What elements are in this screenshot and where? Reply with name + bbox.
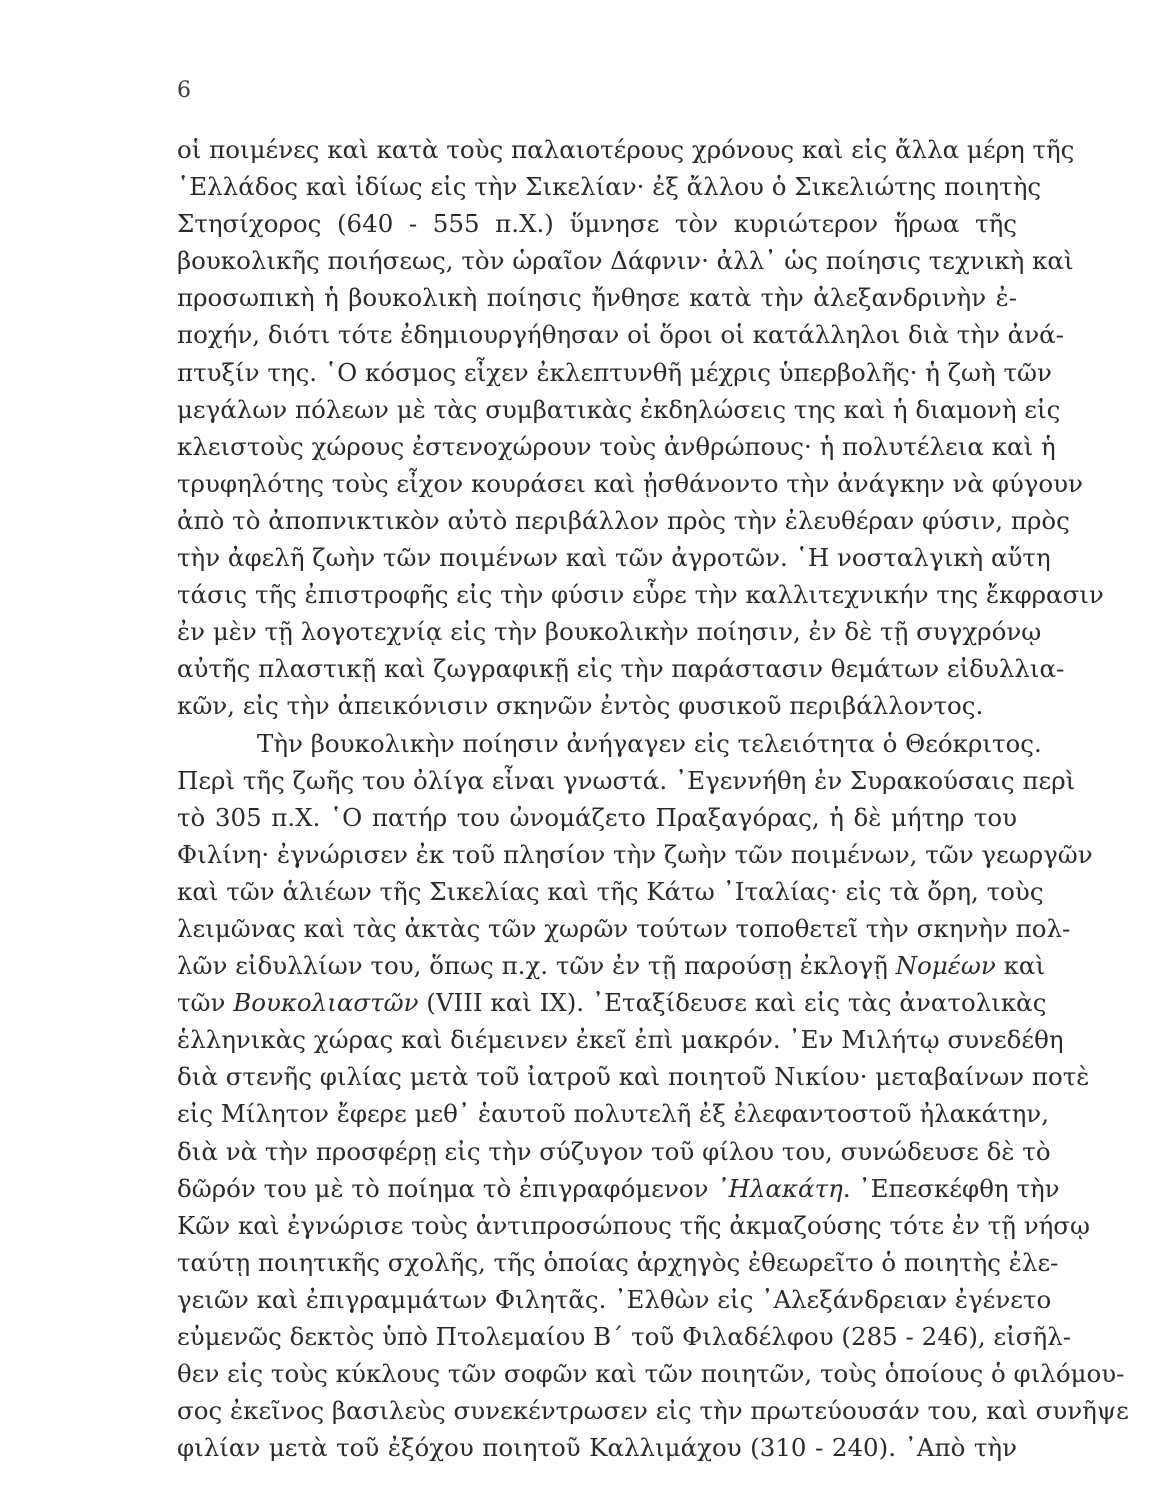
text-segment: τῶν [177, 988, 234, 1018]
text-segment: δῶρόν του μὲ τὸ ποίημα τὸ ἐπιγραφόμενον [177, 1173, 717, 1203]
text-line [177, 279, 1017, 316]
text-segment: αὐτῆς πλαστικῇ καὶ ζωγραφικῇ εἰς τὴν παράστασιν θεμάτων εἰδυλλια- [177, 654, 1065, 684]
text-line [177, 1244, 1059, 1281]
text-segment: τὸ 305 π.Χ. ῾Ο πατήρ του ὠνομάζετο Πραξαγόρας, ἡ δὲ μήτηρ του [177, 802, 1017, 832]
italic-title: Νομέων [895, 951, 996, 981]
text-line [177, 725, 1042, 762]
text-segment: καὶ τῶν ἁλιέων τῆς Σικελίας καὶ τῆς Κάτω ᾽Ιταλίας· εἰς τὰ ὄρη, τοὺς [177, 876, 1044, 906]
text-line [177, 205, 1017, 242]
text-segment: γειῶν καὶ ἐπιγραμμάτων Φιλητᾶς. ᾽Ελθὼν εἰς ᾽Αλεξάνδρειαν ἐγένετο [177, 1284, 1052, 1314]
text-line [177, 465, 1083, 502]
text-line [177, 650, 1065, 687]
text-line [177, 242, 1074, 279]
text-segment: οἱ ποιμένες καὶ κατὰ τοὺς παλαιοτέρους χρόνους καὶ εἰς ἄλλα μέρη τῆς [177, 135, 1075, 164]
text-line [177, 984, 1047, 1021]
text-line [177, 1207, 1090, 1244]
text-line [177, 1392, 1129, 1429]
text-segment: Φιλίνη· ἐγνώρισεν ἐκ τοῦ πλησίον τὴν ζωὴν τῶν ποιμένων, τῶν γεωργῶν [177, 839, 1093, 869]
text-segment: Τὴν βουκολικὴν ποίησιν ἀνήγαγεν εἰς τελειότητα ὁ Θεόκριτος. [257, 728, 1042, 758]
text-segment: . ᾽Επεσκέφθη τὴν [842, 1173, 1060, 1203]
text-segment: λειμῶνας καὶ τὰς ἀκτὰς τῶν χωρῶν τούτων τοποθετεῖ τὴν σκηνὴν πολ- [177, 913, 1071, 943]
text-line [177, 762, 1076, 799]
text-segment: Στησίχορος (640 - 555 π.Χ.) ὕμνησε τὸν κυριώτερον ἥρωα τῆς [177, 209, 1017, 239]
text-segment: ἀπὸ τὸ ἀποπνικτικὸν αὐτὸ περιβάλλον πρὸς τὴν ἐλευθέραν φύσιν, πρὸς [177, 505, 1070, 535]
text-line [177, 1021, 1064, 1058]
text-line [177, 1095, 1049, 1132]
text-segment: κλειστοὺς χώρους ἐστενοχώρουν τοὺς ἀνθρώπους· ἡ πολυτέλεια καὶ ἡ [177, 431, 1056, 461]
text-line [177, 687, 1017, 724]
text-segment: ἑλληνικὰς χώρας καὶ διέμεινεν ἐκεῖ ἐπὶ μακρόν. ᾽Εν Μιλήτῳ συνεδέθη [177, 1025, 1064, 1055]
text-line [177, 168, 1042, 205]
body-text [177, 131, 1129, 1466]
text-segment: προσωπικὴ ἡ βουκολικὴ ποίησις ἤνθησε κατὰ τὴν ἀλεξανδρινὴν ἐ- [177, 283, 1017, 313]
text-line [177, 1133, 1051, 1170]
text-segment: διὰ στενῆς φιλίας μετὰ τοῦ ἰατροῦ καὶ ποιητοῦ Νικίου· μεταβαίνων ποτὲ [177, 1062, 1090, 1092]
text-segment: καὶ [995, 951, 1046, 981]
text-line [177, 1355, 1125, 1392]
text-line [177, 873, 1044, 910]
text-segment: διὰ νὰ τὴν προσφέρῃ εἰς τὴν σύζυγον τοῦ φίλου του, συνώδευσε δὲ τὸ [177, 1136, 1051, 1166]
text-segment: ῾Ελλάδος καὶ ἰδίως εἰς τὴν Σικελίαν· ἐξ ἄλλου ὁ Σικελιώτης ποιητὴς [177, 172, 1042, 202]
text-segment: τρυφηλότης τοὺς εἶχον κουράσει καὶ ᾐσθάνοντο τὴν ἀνάγκην νὰ φύγουν [177, 468, 1083, 498]
text-segment: θεν εἰς τοὺς κύκλους τῶν σοφῶν καὶ τῶν ποιητῶν, τοὺς ὁποίους ὁ φιλόμου- [177, 1359, 1125, 1389]
text-segment: πτυξίν της. ῾Ο κόσμος εἶχεν ἐκλεπτυνθῆ μέχρις ὑπερβολῆς· ἡ ζωὴ τῶν [177, 357, 1052, 387]
text-line [177, 1429, 1017, 1466]
text-line [177, 799, 1017, 836]
text-line [177, 1281, 1052, 1318]
text-segment: λῶν εἰδυλλίων του, ὅπως π.χ. τῶν ἐν τῇ παρούσῃ ἐκλογῇ [177, 951, 896, 981]
text-line [177, 131, 1075, 168]
text-segment: ποχήν, διότι τότε ἐδημιουργήθησαν οἱ ὅροι οἱ κατάλληλοι διὰ τὴν ἀνά- [177, 320, 1064, 350]
text-line [177, 502, 1070, 539]
text-line [177, 910, 1071, 947]
text-line [177, 539, 1051, 576]
text-segment: ταύτῃ ποιητικῆς σχολῆς, τῆς ὁποίας ἀρχηγὸς ἐθεωρεῖτο ὁ ποιητὴς ἐλε- [177, 1247, 1059, 1277]
text-line [177, 1318, 1072, 1355]
text-line [177, 428, 1056, 465]
text-segment: μεγάλων πόλεων μὲ τὰς συμβατικὰς ἐκδηλώσεις της καὶ ἡ διαμονὴ εἰς [177, 394, 1061, 424]
text-line [177, 316, 1064, 353]
text-segment: φιλίαν μετὰ τοῦ ἐξόχου ποιητοῦ Καλλιμάχου (310 - 240). ᾽Απὸ τὴν [177, 1433, 1017, 1463]
text-segment: σος ἐκεῖνος βασιλεὺς συνεκέντρωσεν εἰς τὴν πρωτεύουσάν του, καὶ συνῆψε [177, 1396, 1129, 1426]
text-line [177, 1170, 1060, 1207]
italic-title: ᾽Ηλακάτη [716, 1173, 843, 1203]
text-segment: (VIII καὶ IX). ᾽Εταξίδευσε καὶ εἰς τὰς ἀνατολικὰς [418, 988, 1047, 1018]
text-line [177, 1058, 1090, 1095]
text-segment: εὐμενῶς δεκτὸς ὑπὸ Πτολεμαίου Β΄ τοῦ Φιλαδέλφου (285 - 246), εἰσῆλ- [177, 1322, 1072, 1351]
italic-title: Βουκολιαστῶν [233, 988, 419, 1018]
text-segment: ἐν μὲν τῇ λογοτεχνίᾳ εἰς τὴν βουκολικὴν ποίησιν, ἐν δὲ τῇ συγχρόνῳ [177, 617, 1042, 647]
text-line [177, 947, 1046, 984]
text-segment: βουκολικῆς ποιήσεως, τὸν ὡραῖον Δάφνιν· ἀλλ᾽ ὡς ποίησις τεχνικὴ καὶ [177, 246, 1074, 276]
text-line [177, 576, 1104, 613]
text-segment: Κῶν καὶ ἐγνώρισε τοὺς ἀντιπροσώπους τῆς ἀκμαζούσης τότε ἐν τῇ νήσῳ [177, 1210, 1090, 1240]
text-line [177, 354, 1052, 391]
text-segment: εἰς Μίλητον ἔφερε μεθ᾽ ἑαυτοῦ πολυτελῆ ἐξ ἐλεφαντοστοῦ ἠλακάτην, [177, 1099, 1049, 1129]
text-line [177, 836, 1093, 873]
text-segment: τάσις τῆς ἐπιστροφῆς εἰς τὴν φύσιν εὗρε τὴν καλλιτεχνικήν της ἔκφρασιν [177, 580, 1104, 610]
text-segment: Περὶ τῆς ζωῆς του ὀλίγα εἶναι γνωστά. ᾽Εγεννήθη ἐν Συρακούσαις περὶ [177, 765, 1076, 795]
page-number: 6 [177, 78, 191, 103]
text-segment: κῶν, εἰς τὴν ἀπεικόνισιν σκηνῶν ἐντὸς φυσικοῦ περιβάλλοντος. [177, 691, 984, 721]
text-segment: τὴν ἀφελῆ ζωὴν τῶν ποιμένων καὶ τῶν ἀγροτῶν. ῾Η νοσταλγικὴ αὕτη [177, 543, 1051, 573]
text-line [177, 391, 1061, 428]
text-line [177, 613, 1042, 650]
